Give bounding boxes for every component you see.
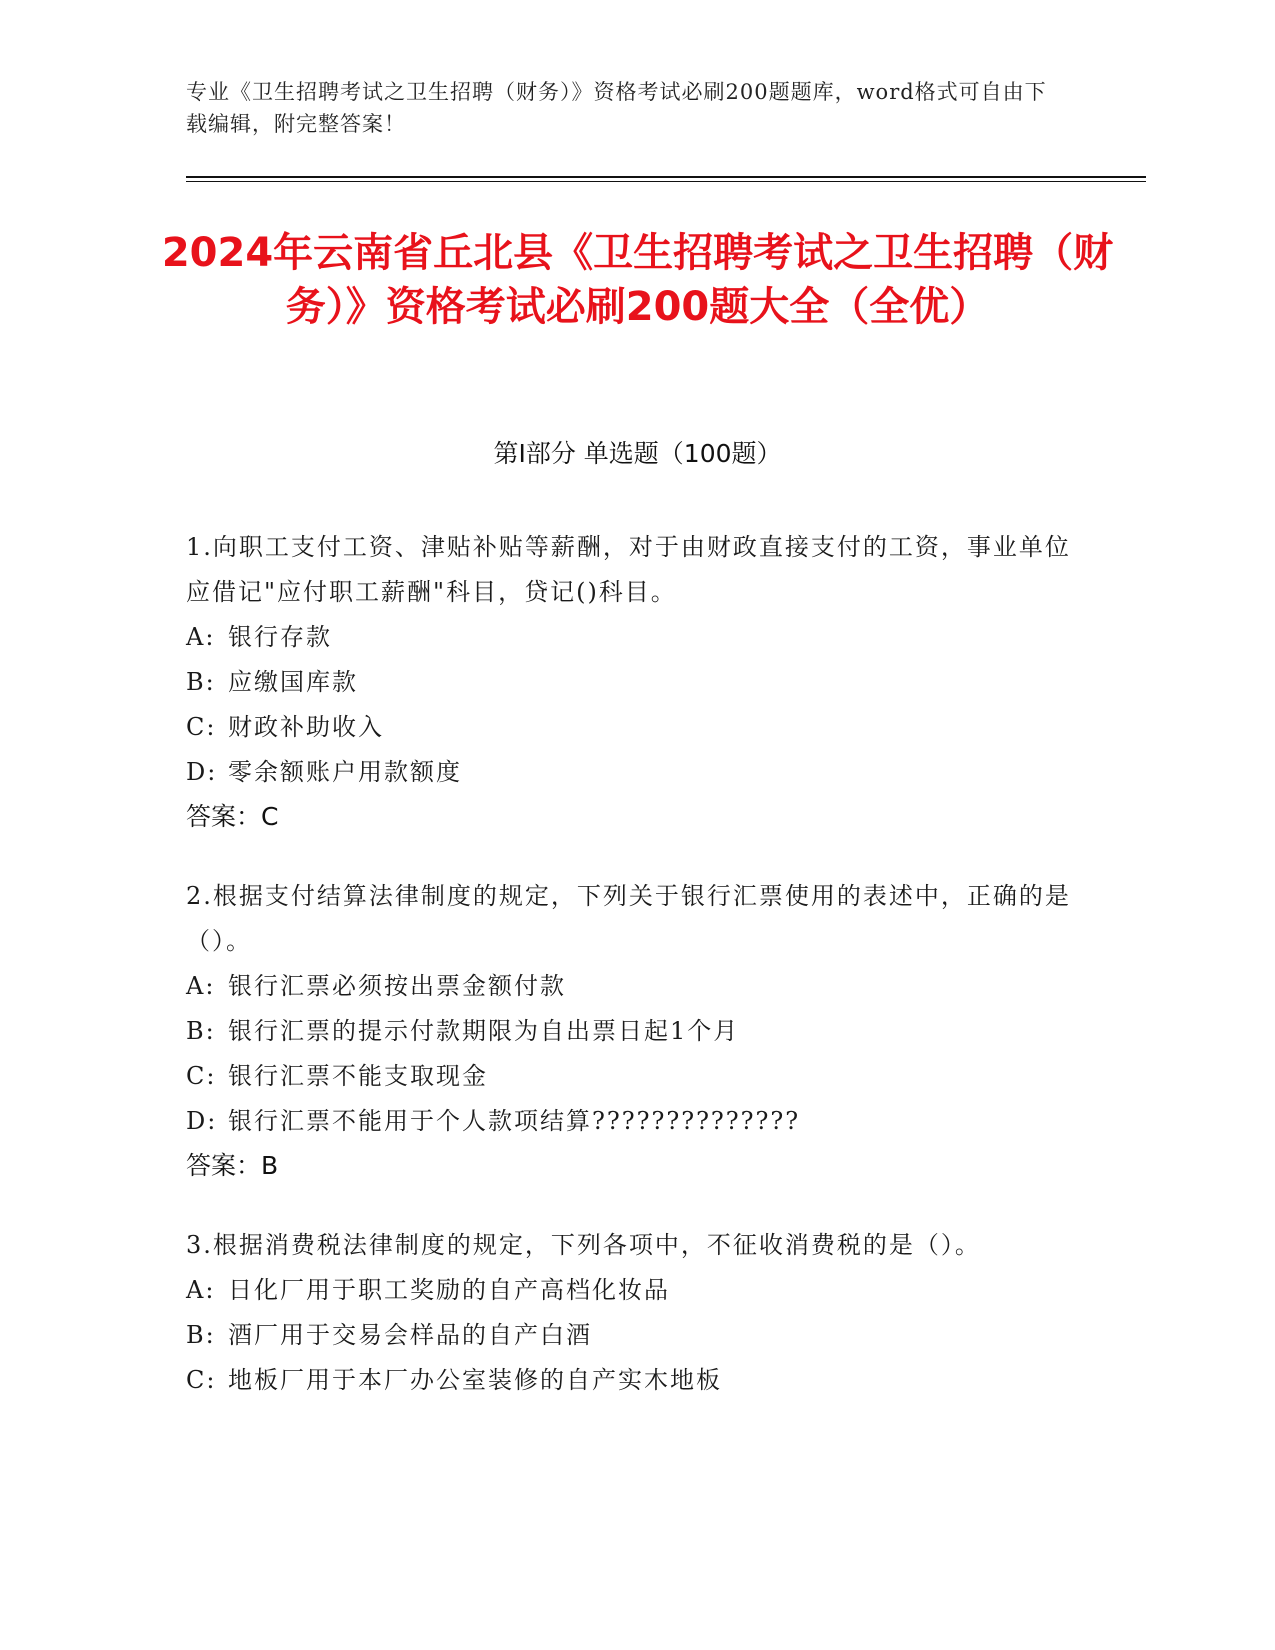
option-c xyxy=(186,1054,1086,1099)
option-a xyxy=(186,964,1086,1009)
question-2 xyxy=(186,874,1086,1188)
section-title: 第Ⅰ部分 单选题（100题） xyxy=(493,439,782,468)
option-a xyxy=(186,615,1086,660)
option-text: 银行存款 xyxy=(228,623,332,651)
option-label: B: xyxy=(186,1017,216,1045)
option-text: 银行汇票不能用于个人款项结算?????????????? xyxy=(228,1107,801,1135)
option-text: 零余额账户用款额度 xyxy=(228,758,462,786)
question-stem: 2.根据支付结算法律制度的规定，下列关于银行汇票使用的表述中，正确的是（）。 xyxy=(186,882,1071,955)
option-d xyxy=(186,1099,1086,1144)
option-text: 日化厂用于职工奖励的自产高档化妆品 xyxy=(228,1276,670,1304)
question-stem: 3.根据消费税法律制度的规定，下列各项中，不征收消费税的是（）。 xyxy=(186,1231,981,1259)
answer: 答案：C xyxy=(186,802,279,831)
question-3 xyxy=(186,1223,1086,1403)
option-label: C: xyxy=(186,713,217,741)
option-b xyxy=(186,660,1086,705)
option-label: C: xyxy=(186,1366,217,1394)
option-text: 地板厂用于本厂办公室装修的自产实木地板 xyxy=(228,1366,722,1394)
header-note: 专业《卫生招聘考试之卫生招聘（财务）》资格考试必刷200题题库，word格式可自由下载编辑，附完整答案！ xyxy=(186,80,1047,136)
option-text: 银行汇票必须按出票金额付款 xyxy=(228,972,566,1000)
option-text: 银行汇票的提示付款期限为自出票日起1个月 xyxy=(228,1017,740,1045)
option-label: B: xyxy=(186,668,216,696)
header-divider-thin xyxy=(186,181,1146,182)
question-stem: 1.向职工支付工资、津贴补贴等薪酬，对于由财政直接支付的工资，事业单位应借记"应付职工薪酬"科目，贷记()科目。 xyxy=(186,533,1071,606)
question-list xyxy=(186,525,1086,1438)
option-label: A: xyxy=(186,1276,216,1304)
option-label: B: xyxy=(186,1321,216,1349)
option-d xyxy=(186,750,1086,795)
option-text: 银行汇票不能支取现金 xyxy=(228,1062,488,1090)
header-divider xyxy=(186,176,1146,178)
option-text: 酒厂用于交易会样品的自产白酒 xyxy=(228,1321,592,1349)
option-b xyxy=(186,1009,1086,1054)
option-label: A: xyxy=(186,623,216,651)
option-c xyxy=(186,705,1086,750)
option-text: 财政补助收入 xyxy=(228,713,384,741)
option-label: D: xyxy=(186,1107,218,1135)
option-label: D: xyxy=(186,758,218,786)
option-label: C: xyxy=(186,1062,217,1090)
document-title: 2024年云南省丘北县《卫生招聘考试之卫生招聘（财务）》资格考试必刷200题大全（全优） xyxy=(161,230,1114,330)
option-c xyxy=(186,1358,1086,1403)
option-a xyxy=(186,1268,1086,1313)
option-text: 应缴国库款 xyxy=(228,668,358,696)
answer: 答案：B xyxy=(186,1151,279,1180)
question-1 xyxy=(186,525,1086,839)
option-b xyxy=(186,1313,1086,1358)
option-label: A: xyxy=(186,972,216,1000)
